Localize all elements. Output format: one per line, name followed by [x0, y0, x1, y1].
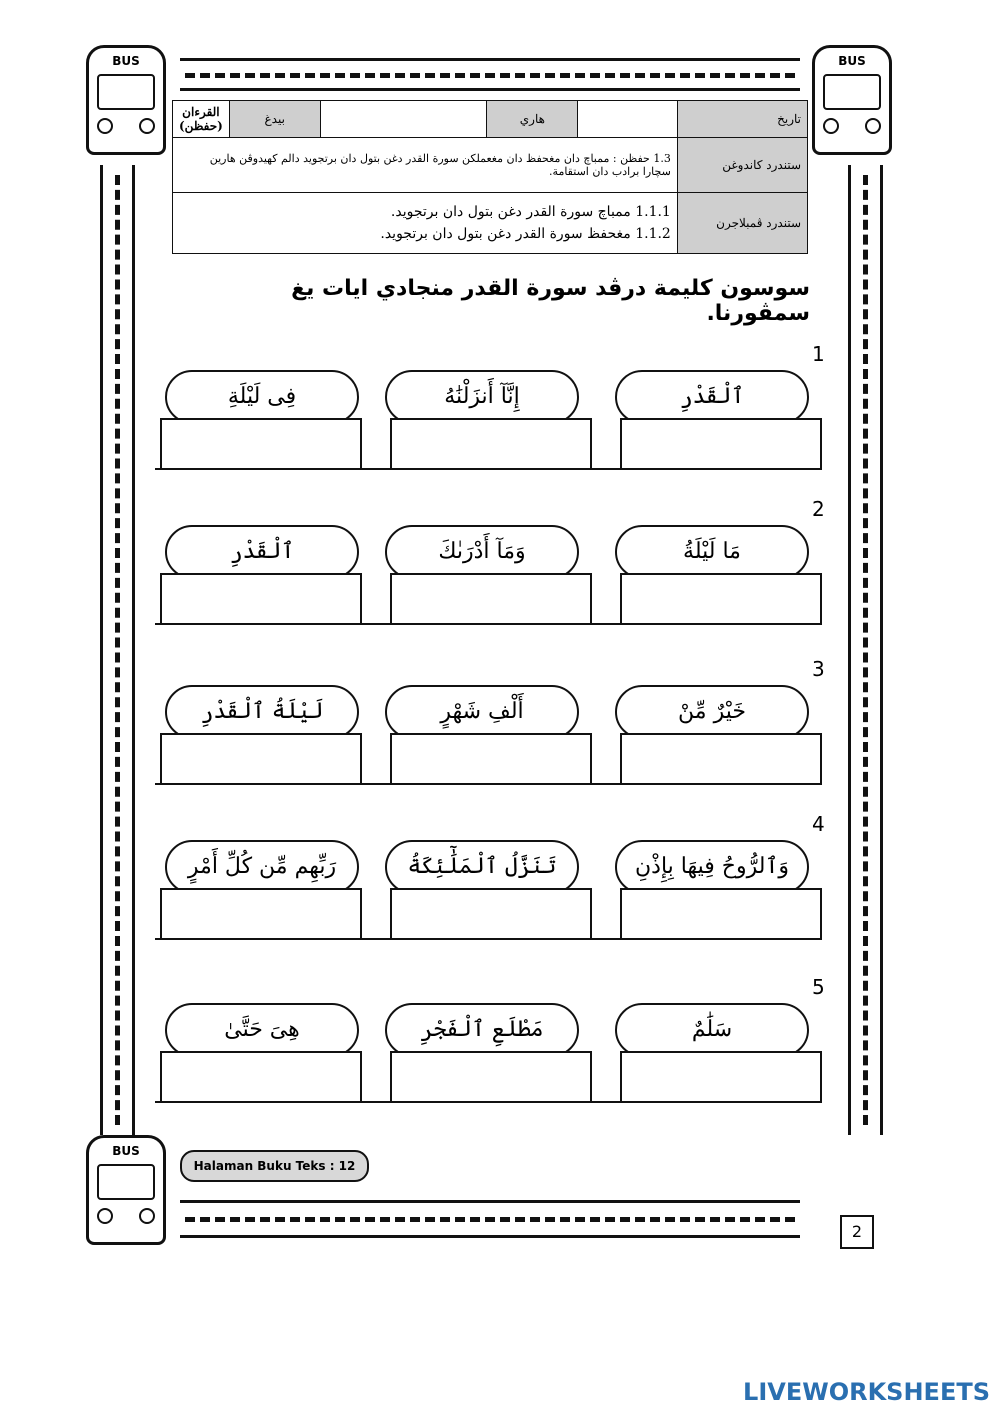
word-cloud[interactable]: وَٱلرُّوحُ فِيهَا بِإِذْنِ	[615, 840, 809, 894]
word-cloud[interactable]: ٱلْقَدْرِ	[615, 370, 809, 424]
answer-box[interactable]	[620, 1051, 822, 1103]
field-label: بيدغ	[229, 101, 320, 138]
word-cloud[interactable]: خَيْرٌ مِّنْ	[615, 685, 809, 739]
road-bottom	[180, 1200, 800, 1203]
word-cloud[interactable]: ٱلْقَدْرِ	[165, 525, 359, 579]
answer-box[interactable]	[620, 888, 822, 940]
subject: القرءان (حفظن)	[173, 101, 230, 138]
standard-kandungan-label: ستندرد كاندوغن	[677, 138, 807, 193]
answer-box[interactable]	[160, 573, 362, 625]
standard-kandungan: 1.3 حفظن : ممباچ دان مغحفظ دان مغعملكن سورة القدر دغن بتول دان برتجويد دالم كهيدوڤن هارين سچارا برادب دان استقامة.	[173, 138, 678, 193]
bus-label: BUS	[838, 54, 866, 68]
word-cloud[interactable]: مَا لَيْلَةُ	[615, 525, 809, 579]
bus-label: BUS	[112, 1144, 140, 1158]
question-number: 4	[812, 812, 825, 836]
road-left	[100, 165, 103, 1135]
answer-box[interactable]	[390, 573, 592, 625]
road-right	[848, 165, 851, 1135]
textbook-page: Halaman Buku Teks : 12	[180, 1150, 369, 1182]
row-divider	[155, 468, 820, 470]
road-right	[880, 165, 883, 1135]
road-bottom	[180, 1235, 800, 1238]
road-top	[180, 58, 800, 61]
sp-2: 1.1.2 مغحفظ سورة القدر دغن بتول دان برتجويد.	[380, 226, 671, 242]
day-field[interactable]	[320, 101, 487, 138]
answer-box[interactable]	[160, 418, 362, 470]
instruction: سوسون كليمة درڤد سورة القدر منجادي ايات يغ سمڤورنا.	[291, 276, 810, 326]
word-cloud[interactable]: هِىَ حَتَّىٰ	[165, 1003, 359, 1057]
word-cloud[interactable]: إِنَّآ أَنزَلْنَٰهُ	[385, 370, 579, 424]
road-dash	[185, 73, 795, 78]
answer-box[interactable]	[620, 418, 822, 470]
answer-box[interactable]	[390, 733, 592, 785]
bus-label: BUS	[112, 54, 140, 68]
question-number: 1	[812, 342, 825, 366]
road-top	[180, 88, 800, 91]
question-number: 3	[812, 657, 825, 681]
answer-box[interactable]	[160, 1051, 362, 1103]
road-dash	[863, 175, 868, 1125]
word-cloud[interactable]: فِى لَيْلَةِ	[165, 370, 359, 424]
row-divider	[155, 938, 820, 940]
bus-icon	[86, 1135, 166, 1245]
date-label: تاريخ	[677, 101, 807, 138]
day-label: هاري	[487, 101, 578, 138]
word-cloud[interactable]: سَلَٰمٌ	[615, 1003, 809, 1057]
row-divider	[155, 783, 820, 785]
question-number: 2	[812, 497, 825, 521]
standard-pembelajaran	[173, 193, 678, 254]
answer-box[interactable]	[390, 1051, 592, 1103]
road-left	[132, 165, 135, 1135]
liveworksheets-logo: LIVEWORKSHEETS	[743, 1378, 990, 1406]
row-divider	[155, 1101, 820, 1103]
bus-icon	[86, 45, 166, 155]
answer-box[interactable]	[160, 888, 362, 940]
road-dash	[115, 175, 120, 1125]
word-cloud[interactable]: رَبِّهِم مِّن كُلِّ أَمْرٍ	[165, 840, 359, 894]
standard-pembelajaran-label: ستندرد ڤمبلاجرن	[677, 193, 807, 254]
word-cloud[interactable]: وَمَآ أَدْرَىٰكَ	[385, 525, 579, 579]
word-cloud[interactable]: لَيْلَةُ ٱلْقَدْرِ	[165, 685, 359, 739]
answer-box[interactable]	[390, 418, 592, 470]
answer-box[interactable]	[160, 733, 362, 785]
bus-icon	[812, 45, 892, 155]
answer-box[interactable]	[620, 733, 822, 785]
road-dash	[185, 1217, 795, 1222]
word-cloud[interactable]: أَلْفِ شَهْرٍ	[385, 685, 579, 739]
row-divider	[155, 623, 820, 625]
page-number: 2	[840, 1215, 874, 1249]
word-cloud[interactable]: تَنَزَّلُ ٱلْمَلَٰٓئِكَةُ	[385, 840, 579, 894]
question-number: 5	[812, 975, 825, 999]
answer-box[interactable]	[390, 888, 592, 940]
answer-box[interactable]	[620, 573, 822, 625]
date-field[interactable]	[578, 101, 678, 138]
sp-1: 1.1.1 ممباچ سورة القدر دغن بتول دان برتجويد.	[390, 204, 671, 220]
header-table	[172, 100, 808, 254]
word-cloud[interactable]: مَطْلَعِ ٱلْفَجْرِ	[385, 1003, 579, 1057]
